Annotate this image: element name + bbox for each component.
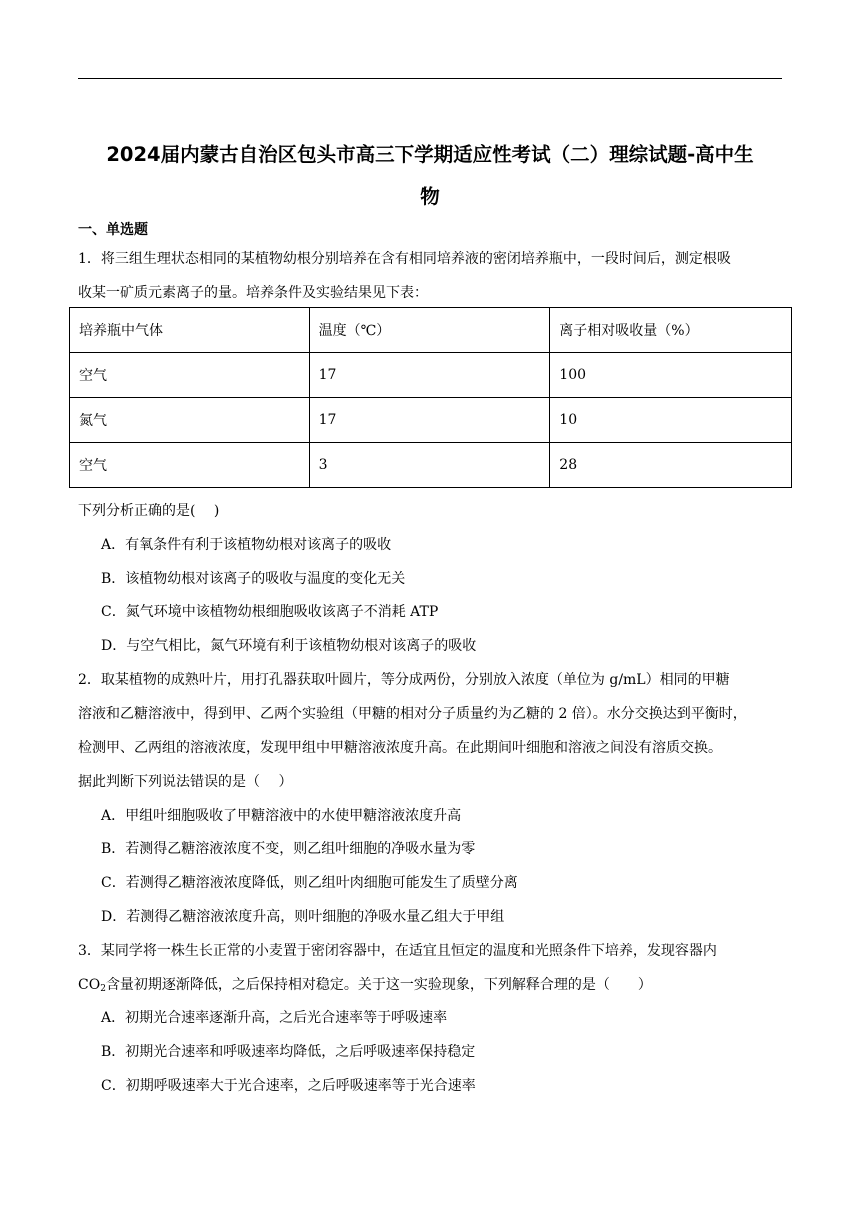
q1-stem-line: 收某一矿质元素离子的量。培养条件及实验结果见下表： [78,285,428,301]
q3-stem-line [78,974,652,994]
q1-option-b: B．该植物幼根对该离子的吸收与温度的变化无关 [101,571,406,587]
q2-option-c: C．若测得乙糖溶液浓度降低，则乙组叶肉细胞可能发生了质壁分离 [101,875,518,891]
table-cell: 17 [309,353,550,398]
q1-option-c: C．氮气环境中该植物幼根细胞吸收该离子不消耗 ATP [101,604,439,620]
q2-option-b: B．若测得乙糖溶液浓度不变，则乙组叶细胞的净吸水量为零 [101,841,476,857]
table-cell: 17 [309,398,550,443]
table-row [70,443,792,488]
table-cell: 28 [550,443,792,488]
page-title-continued: 物 [420,185,440,208]
table-header-cell: 培养瓶中气体 [70,308,310,353]
section-heading: 一、单选题 [78,222,148,238]
table-row [70,398,792,443]
q3-option-c: C．初期呼吸速率大于光合速率，之后呼吸速率等于光合速率 [101,1078,476,1094]
q1-option-d: D．与空气相比，氮气环境有利于该植物幼根对该离子的吸收 [101,638,477,654]
q3-option-b: B．初期光合速率和呼吸速率均降低，之后呼吸速率保持稳定 [101,1044,476,1060]
q2-stem-line: 2．取某植物的成熟叶片，用打孔器获取叶圆片，等分成两份，分别放入浓度（单位为 g/mL）相同的甲糖 [78,672,730,688]
results-table [69,307,792,488]
table-cell: 空气 [70,353,310,398]
q1-stem-line: 1．将三组生理状态相同的某植物幼根分别培养在含有相同培养液的密闭培养瓶中，一段时间后，测定根吸 [78,251,731,267]
table-header-row [70,308,792,353]
co2-formula: CO [78,977,101,993]
q2-stem-line: 检测甲、乙两组的溶液浓度，发现甲组中甲糖溶液浓度升高。在此期间叶细胞和溶液之间没有溶质交换。 [78,740,722,756]
q2-option-d: D．若测得乙糖溶液浓度升高，则叶细胞的净吸水量乙组大于甲组 [101,909,505,925]
table-cell: 氮气 [70,398,310,443]
table-header-cell: 温度（℃） [309,308,550,353]
q1-option-a: A．有氧条件有利于该植物幼根对该离子的吸收 [101,537,392,553]
page-title: 2024届内蒙古自治区包头市高三下学期适应性考试（二）理综试题-高中生 [106,143,754,166]
table-header-cell: 离子相对吸收量（%） [550,308,792,353]
co2-subscript: 2 [100,984,106,994]
q3-stem-text: 含量初期逐渐降低，之后保持相对稳定。关于这一实验现象，下列解释合理的是（ ） [105,977,652,993]
table-cell: 空气 [70,443,310,488]
table-cell: 3 [309,443,550,488]
q2-stem-line: 溶液和乙糖溶液中，得到甲、乙两个实验组（甲糖的相对分子质量约为乙糖的 2 倍）。水分交换达到平衡时， [78,706,747,722]
q2-stem-line: 据此判断下列说法错误的是（ ） [78,774,293,790]
table-cell: 10 [550,398,792,443]
q3-stem-line: 3．某同学将一株生长正常的小麦置于密闭容器中，在适宜且恒定的温度和光照条件下培养，发现容器内 [78,943,717,959]
q2-option-a: A．甲组叶细胞吸收了甲糖溶液中的水使甲糖溶液浓度升高 [101,808,462,824]
q1-question: 下列分析正确的是( ) [78,503,220,519]
q3-option-a: A．初期光合速率逐渐升高，之后光合速率等于呼吸速率 [101,1010,448,1026]
table-row [70,353,792,398]
table-cell: 100 [550,353,792,398]
header-rule [78,78,782,79]
